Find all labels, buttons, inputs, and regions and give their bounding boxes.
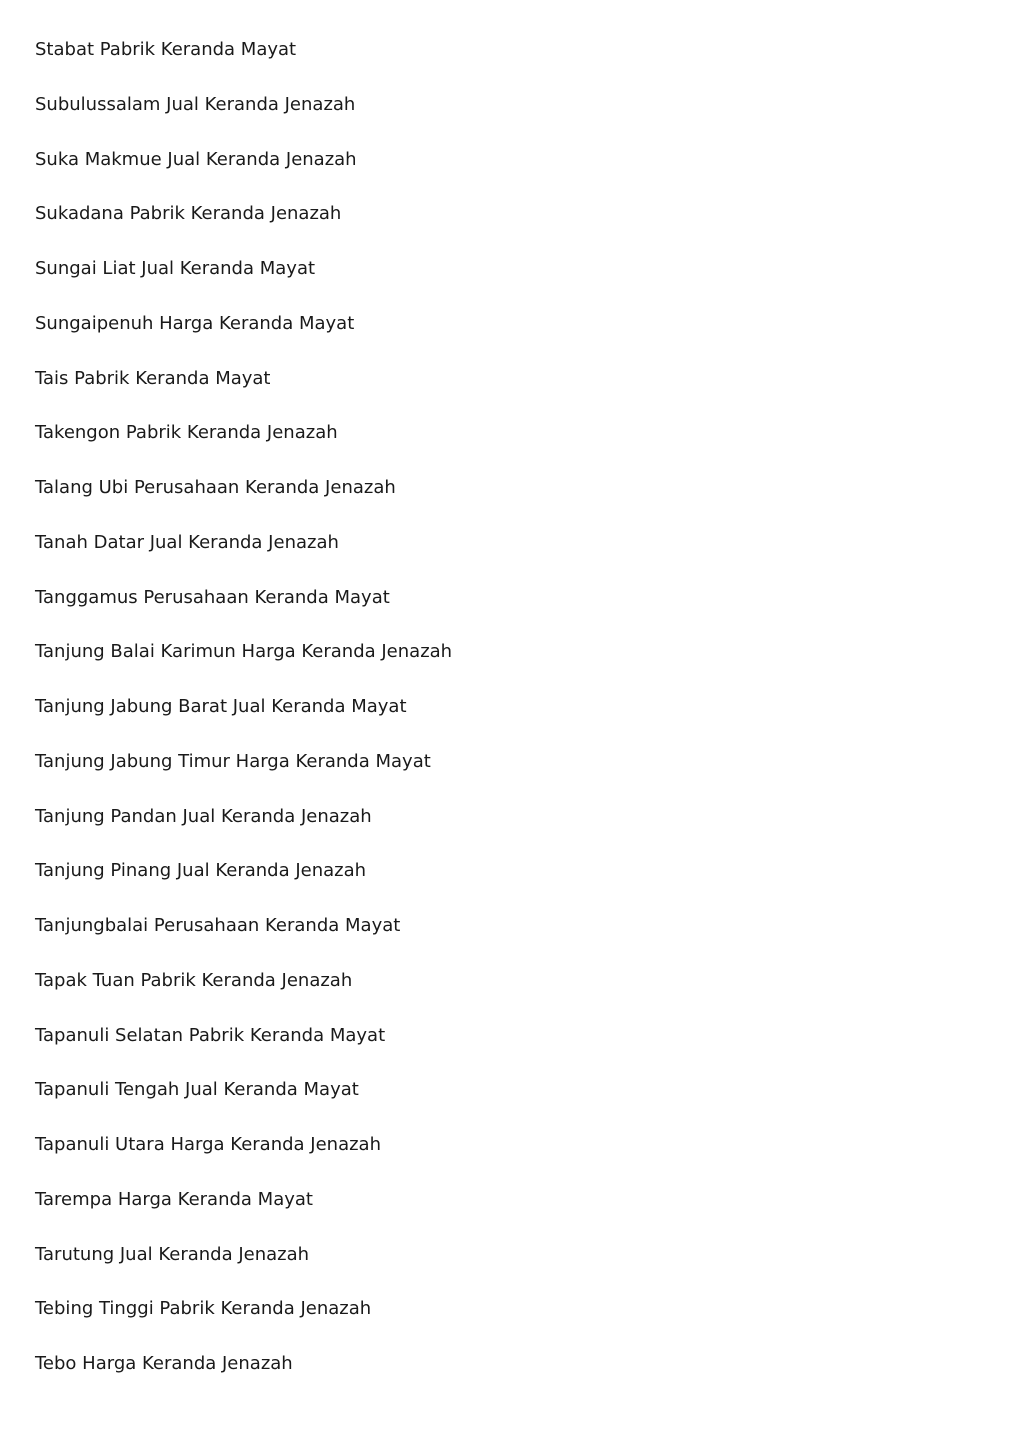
list-item: Tapanuli Utara Harga Keranda Jenazah	[35, 1134, 381, 1155]
list-item: Tanggamus Perusahaan Keranda Mayat	[35, 586, 390, 608]
list-item: Tarutung Jual Keranda Jenazah	[35, 1243, 310, 1265]
list-item: Tapak Tuan Pabrik Keranda Jenazah	[35, 969, 353, 991]
list-item: Tanjung Pandan Jual Keranda Jenazah	[35, 805, 372, 827]
list-item: Suka Makmue Jual Keranda Jenazah	[35, 148, 357, 170]
list-item: Tebing Tinggi Pabrik Keranda Jenazah	[35, 1298, 372, 1320]
list-item: Tanjung Jabung Timur Harga Keranda Mayat	[35, 750, 431, 772]
list-item: Subulussalam Jual Keranda Jenazah	[35, 93, 356, 115]
list-item: Tapanuli Tengah Jual Keranda Mayat	[35, 1079, 359, 1101]
list-item: Tanjungbalai Perusahaan Keranda Mayat	[35, 915, 401, 936]
list-item: Talang Ubi Perusahaan Keranda Jenazah	[35, 477, 396, 498]
list-item: Sukadana Pabrik Keranda Jenazah	[35, 203, 342, 225]
location-list	[35, 36, 452, 1405]
list-item: Stabat Pabrik Keranda Mayat	[35, 39, 297, 60]
list-item: Tebo Harga Keranda Jenazah	[35, 1353, 293, 1374]
list-item: Tanah Datar Jual Keranda Jenazah	[35, 531, 339, 553]
list-item: Tapanuli Selatan Pabrik Keranda Mayat	[35, 1024, 386, 1046]
list-item: Tarempa Harga Keranda Mayat	[35, 1188, 313, 1210]
list-item: Tais Pabrik Keranda Mayat	[35, 367, 271, 389]
list-item: Tanjung Balai Karimun Harga Keranda Jenazah	[35, 641, 453, 663]
list-item: Sungai Liat Jual Keranda Mayat	[35, 258, 316, 279]
list-item: Takengon Pabrik Keranda Jenazah	[35, 422, 338, 444]
list-item: Sungaipenuh Harga Keranda Mayat	[35, 312, 355, 334]
list-item: Tanjung Pinang Jual Keranda Jenazah	[35, 860, 367, 882]
list-item: Tanjung Jabung Barat Jual Keranda Mayat	[35, 696, 407, 717]
